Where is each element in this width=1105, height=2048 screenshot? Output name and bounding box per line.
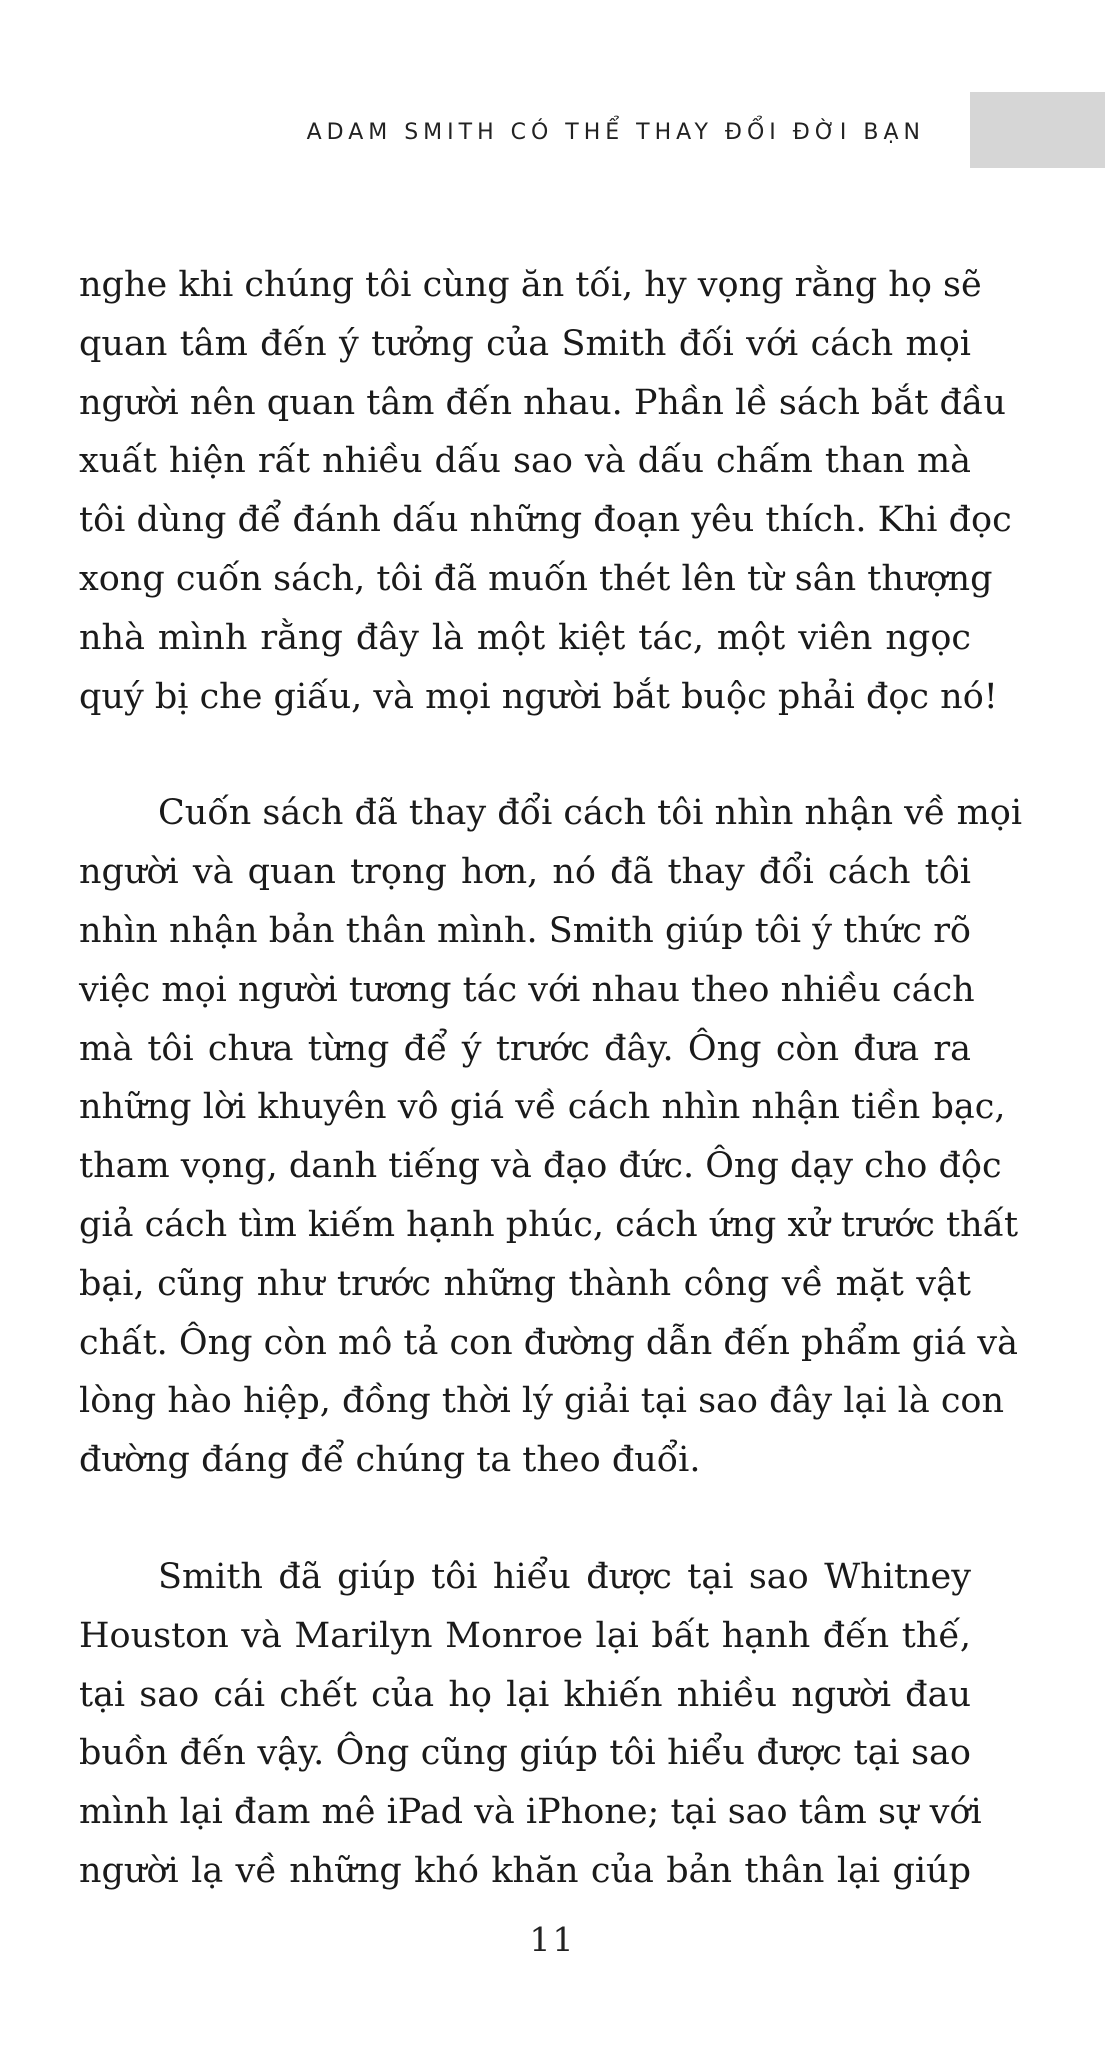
text-line: người lạ về những khó khăn của bản thân lại giúp — [79, 1850, 971, 1891]
text-line: Smith đã giúp tôi hiểu được tại sao Whitney — [158, 1556, 971, 1597]
text-line: quý bị che giấu, và mọi người bắt buộc phải đọc nó! — [79, 676, 998, 717]
text-line: người nên quan tâm đến nhau. Phần lề sách bắt đầu — [79, 382, 1006, 423]
text-line: lòng hào hiệp, đồng thời lý giải tại sao đây lại là con — [79, 1381, 1005, 1422]
text-line: mình lại đam mê iPad và iPhone; tại sao tâm sự với — [79, 1792, 982, 1833]
body-text — [79, 256, 1023, 1901]
paragraph-1 — [79, 256, 1012, 726]
text-line: xuất hiện rất nhiều dấu sao và dấu chấm than mà — [79, 441, 971, 482]
text-line: đường đáng để chúng ta theo đuổi. — [79, 1440, 701, 1481]
text-line: tôi dùng để đánh dấu những đoạn yêu thích. Khi đọc — [79, 500, 1012, 541]
text-line: tham vọng, danh tiếng và đạo đức. Ông dạy cho độc — [79, 1146, 1002, 1187]
text-line: chất. Ông còn mô tả con đường dẫn đến phẩm giá và — [79, 1322, 1018, 1363]
text-line: giả cách tìm kiếm hạnh phúc, cách ứng xử trước thất — [79, 1204, 1019, 1245]
text-line: tại sao cái chết của họ lại khiến nhiều người đau — [79, 1674, 971, 1715]
text-line: Houston và Marilyn Monroe lại bất hạnh đến thế, — [79, 1615, 971, 1656]
text-line: xong cuốn sách, tôi đã muốn thét lên từ sân thượng — [79, 558, 993, 599]
text-line: buồn đến vậy. Ông cũng giúp tôi hiểu được tại sao — [79, 1733, 971, 1774]
running-header: ADAM SMITH CÓ THỂ THAY ĐỔI ĐỜI BẠN — [306, 120, 925, 145]
text-line: mà tôi chưa từng để ý trước đây. Ông còn đưa ra — [79, 1028, 971, 1069]
text-line: nhà mình rằng đây là một kiệt tác, một viên ngọc — [79, 617, 971, 658]
text-line: quan tâm đến ý tưởng của Smith đối với cách mọi — [79, 323, 971, 364]
text-line: nghe khi chúng tôi cùng ăn tối, hy vọng rằng họ sẽ — [79, 265, 982, 305]
text-line: bại, cũng như trước những thành công về mặt vật — [79, 1263, 971, 1304]
paragraph-3 — [79, 1548, 982, 1901]
text-line: việc mọi người tương tác với nhau theo nhiều cách — [79, 969, 975, 1010]
page-number: 11 — [529, 1920, 576, 1959]
paragraph-2 — [79, 784, 1023, 1490]
text-line: người và quan trọng hơn, nó đã thay đổi cách tôi — [79, 852, 971, 893]
text-line: Cuốn sách đã thay đổi cách tôi nhìn nhận về mọi — [158, 793, 1023, 834]
thumb-tab — [970, 92, 1105, 168]
text-line: những lời khuyên vô giá về cách nhìn nhận tiền bạc, — [79, 1087, 1006, 1128]
text-line: nhìn nhận bản thân mình. Smith giúp tôi ý thức rõ — [79, 910, 971, 951]
